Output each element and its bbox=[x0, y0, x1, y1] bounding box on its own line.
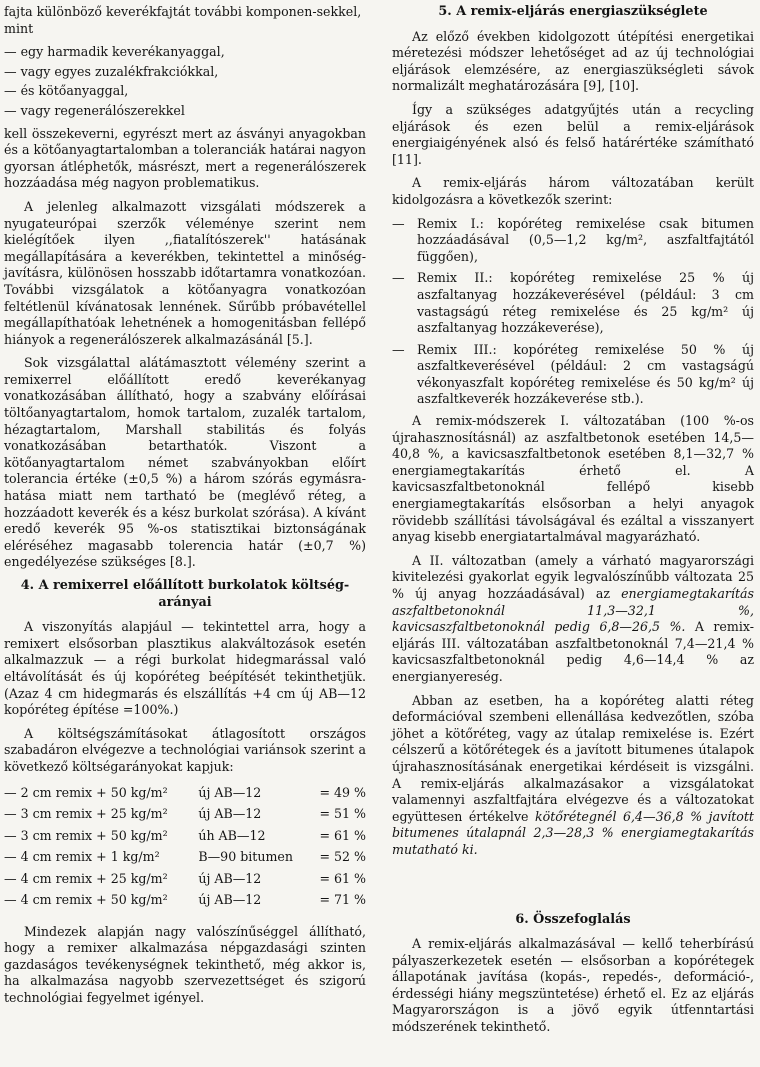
dash-marker: — bbox=[392, 270, 405, 286]
paragraph: A remix-módszerek I. változatában (100 %-os újrahasznosításnál) az aszfaltbetonok esetében 14,5—40,8 %, a kavicsaszfaltbetonok esetében 8,1—32,7 % energiamegtakarítás érhető el. A kavicsaszfaltbetonoknál fellépő kisebb energiamegtakarítás elsősorban a helyi anyagok rövidebb szállítási távolságával és ezáltal a visszanyert anyag kisebb energiatartalmával magyarázható. bbox=[392, 413, 754, 545]
paragraph: Sok vizsgálattal alátámasztott vélemény szerint a remixerrel előállított eredő keverékanyag vonatkozásában állítható, hogy a szabvány előírásai töltőanyagtartalom, homok tartalom, zuzalék tartalom, hézagtartalom, Marshall stabilitás és folyás vonatkozásában betarthatók. Viszont a kötőanyagtartalom német szabványokban előírt tolerancia értéke (±0,5 %) a három szórás egymásra-hatása miatt nem tartható be (meglévő réteg, a hozzáadott keverék és a kész burkolat szórása). A kívánt eredő keverék 95 %-os statisztikai biztonságának eléréséhez magasabb tolerencia határ (±0,7 %) engedélyezése szükséges [8.]. bbox=[4, 355, 366, 570]
cost-ratio-table bbox=[4, 783, 366, 912]
section-heading-5: 5. A remix-eljárás energiaszükséglete bbox=[438, 4, 708, 19]
table-row bbox=[4, 869, 366, 891]
table-row bbox=[4, 804, 366, 826]
table-cell: = 61 % bbox=[319, 827, 366, 843]
table-cell: = 49 % bbox=[319, 784, 366, 800]
table-row bbox=[4, 890, 366, 912]
table-cell: — 4 cm remix + 1 kg/m² bbox=[4, 849, 160, 865]
emphasis-text: energiamegtakarítás aszfaltbetonoknál 11,3—32,1 %, kavicsaszfaltbetonoknál pedig 6,8—26,5 %. bbox=[392, 586, 754, 635]
table-cell: — 3 cm remix + 25 kg/m² bbox=[4, 806, 168, 822]
paragraph: kell összekeverni, egyrészt mert az ásványi anyagokban és a kötőanyagtartalomban a toleranciák határai nagyon gyorsan átléphetők, másrészt, mert a regenerálószerek hozzáadása még nagyon problematikus. bbox=[4, 125, 366, 191]
paragraph-text: Abban az esetben, ha a kopóréteg alatti réteg deformációval szembeni ellenállása kedvezőtlen, szóba jöhet a kötőréteg, vagy az útalap remixelése is. Ezért célszerű a kötőrétegek és a javított bitumenes útalapok újrahasznosításának energetikai kérdéseit is vizsgálni. A remix-eljárás alkalmazásakor a vizsgálatokat valamennyi aszfaltfajtára elvégezve és a változatokat együttesen értékelve bbox=[392, 692, 754, 824]
table-cell: = 61 % bbox=[319, 870, 366, 886]
component-list bbox=[4, 44, 366, 119]
paragraph: Az előző években kidolgozott útépítési energetikai méretezési módszer lehetőséget ad az új technológiai eljárások elemzésére, az energiaszükségleti sávok normalizált meghatározására [9], [10]. bbox=[392, 28, 754, 94]
list-item-text: Remix III.: kopóréteg remixelése 50 % új aszfaltkeverésével (például: 2 cm vastagságú vékonyaszfalt kopóréteg remixelése és 50 kg/m² új aszfaltkeverék hozzákeverése stb.). bbox=[417, 341, 754, 407]
dash-marker: — bbox=[392, 215, 405, 231]
right-column bbox=[392, 4, 754, 1043]
paragraph bbox=[392, 693, 754, 859]
paragraph-text: A remix-eljárás III. változatában aszfaltbetonoknál 7,4—21,4 % kavicsaszfaltbetonoknál pedig 4,6—14,4 % az energianyereség. bbox=[392, 619, 754, 684]
intro-line: fajta különböző keverékfajtát további komponen-sekkel, mint bbox=[4, 4, 362, 36]
table-row bbox=[4, 847, 366, 869]
table-cell: B—90 bitumen bbox=[198, 849, 293, 865]
spacer bbox=[392, 866, 754, 908]
paragraph: A remix-eljárás alkalmazásával — kellő teherbírású pályaszerkezetek esetén — elsősorban a kopórétegek állapotának javítása (kopás-, repedés-, deformáció-, érdességi hiány megszüntetése) érhető el. Ez az eljárás Magyarországon is a jövő egyik útfenntartási módszerének tekinthető. bbox=[392, 936, 754, 1035]
table-cell: úh AB—12 bbox=[198, 827, 266, 843]
paragraph bbox=[392, 553, 754, 686]
table-cell: — 4 cm remix + 50 kg/m² bbox=[4, 892, 168, 908]
table-cell: = 52 % bbox=[319, 849, 366, 865]
section-heading-4: 4. A remixerrel előállított burkolatok költség-arányai bbox=[20, 578, 350, 610]
emphasis-text: kötőrétegnél 6,4—36,8 % javított bitumenes útalapnál 2,3—28,3 % energiamegtakarítás mutatható ki. bbox=[392, 808, 754, 857]
list-item bbox=[392, 216, 754, 266]
list-item-text: Remix I.: kopóréteg remixelése csak bitumen hozzáadásával (0,5—1,2 kg/m², aszfaltfajtától függően), bbox=[417, 215, 754, 264]
paragraph-text: A II. változatban (amely a várható magyarországi kivitelezési gyakorlat egyik legvalószínűbb változata 25 % új anyag hozzáadásával) az bbox=[392, 552, 754, 601]
section-heading-6: 6. Összefoglalás bbox=[515, 911, 631, 927]
table-cell: új AB—12 bbox=[198, 870, 262, 886]
list-item bbox=[392, 270, 754, 336]
table-cell: = 51 % bbox=[319, 806, 366, 822]
paragraph: Mindezek alapján nagy valószínűséggel állítható, hogy a remixer alkalmazása népgazdasági szinten gazdaságos tevékenységnek tekinthető, még akkor is, ha alkalmazása nagyobb szervezettséget és szigorú technológiai fegyelmet igényel. bbox=[4, 923, 366, 1005]
left-column bbox=[4, 4, 366, 1014]
table-cell: — 2 cm remix + 50 kg/m² bbox=[4, 784, 168, 800]
table-row bbox=[4, 783, 366, 805]
paragraph: A jelenleg alkalmazott vizsgálati módszerek a nyugateurópai szerzők véleménye szerint nem kielégítőek ilyen ,,fiatalítószerek'' hatásának megállapítására a keverékben, tekintettel a minőség-javításra, különösen hosszabb időtartamra vonatkozóan. További vizsgálatok a kötőanyagra vonatkozóan feltétlenül kívánatosak lennének. Sűrűbb próbavétellel megállapíthatóak lehetnének a homogenitásban fellépő hiányok a regenerálószerek alkalmazásánál [5.]. bbox=[4, 198, 366, 347]
table-row bbox=[4, 826, 366, 848]
paragraph: A remix-eljárás három változatában került kidolgozásra a következők szerint: bbox=[392, 175, 754, 207]
list-item: — és kötőanyaggal, bbox=[4, 83, 129, 99]
paragraph: Így a szükséges adatgyűjtés után a recycling eljárások és ezen belül a remix-eljárások energiaigényének alsó és felső határértéke számítható [11]. bbox=[392, 101, 754, 167]
list-item: — vagy regenerálószerekkel bbox=[4, 102, 185, 118]
dash-marker: — bbox=[392, 341, 405, 357]
table-cell: — 3 cm remix + 50 kg/m² bbox=[4, 827, 168, 843]
table-cell: = 71 % bbox=[319, 892, 366, 908]
table-cell: új AB—12 bbox=[198, 784, 262, 800]
table-cell: új AB—12 bbox=[198, 806, 262, 822]
list-item: — vagy egyes zuzalékfrakciókkal, bbox=[4, 63, 219, 79]
table-cell: — 4 cm remix + 25 kg/m² bbox=[4, 870, 168, 886]
list-item bbox=[392, 342, 754, 408]
table-cell: új AB—12 bbox=[198, 892, 262, 908]
paragraph: A viszonyítás alapjául — tekintettel arra, hogy a remixert elsősorban plasztikus alakváltozások esetén alkalmazzuk — a régi burkolat hidegmarással való eltávolítását és új kopóréteg beépítését tekinthetjük. (Azaz 4 cm hidegmarás és elszállítás +4 cm új AB—12 kopóréteg építése =100%.) bbox=[4, 619, 366, 718]
paragraph: A költségszámításokat átlagosított országos szabadáron elvégezve a technológiai variánsok szerint a következő költségarányokat kapjuk: bbox=[4, 725, 366, 774]
list-item: — egy harmadik keverékanyaggal, bbox=[4, 44, 225, 60]
list-item-text: Remix II.: kopóréteg remixelése 25 % új aszfaltanyag hozzákeverésével (például: 3 cm vastagságú réteg remixelése és 25 kg/m² új aszfaltanyag hozzákeverése), bbox=[417, 270, 754, 336]
